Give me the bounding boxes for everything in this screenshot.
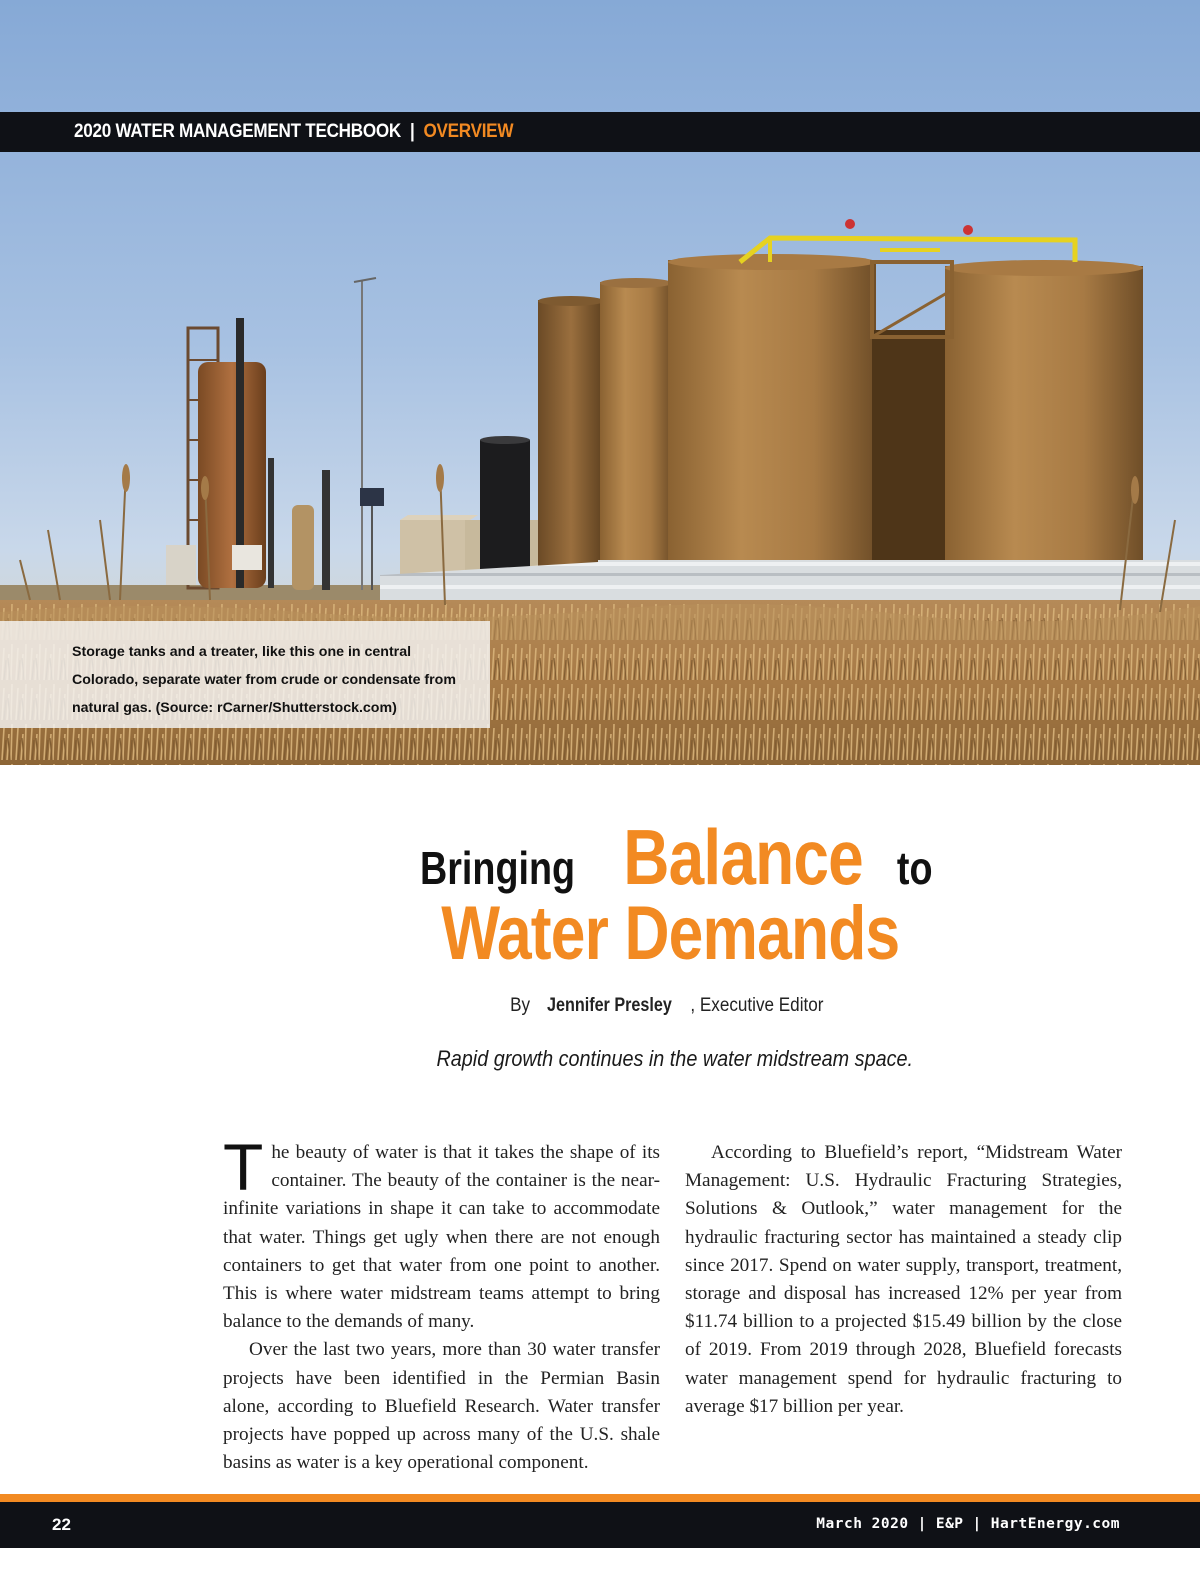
footer-publication: E&P	[935, 1516, 964, 1532]
paragraph-1	[223, 1130, 660, 1336]
body-column-right	[685, 1139, 1122, 1421]
footer-date: March 2020	[816, 1516, 909, 1532]
photo-caption: Storage tanks and a treater, like this one in central Colorado, separate water from crude or condensate from natural gas. (Source: rCarner/Shutterstock.com)	[72, 644, 456, 716]
body-column-left	[223, 1130, 660, 1477]
footer-publication-info	[816, 1516, 1120, 1532]
paragraph-3: According to Bluefield’s report, “Midstream Water Management: U.S. Hydraulic Fracturing Strategies, Solutions & Outlook,” water management for the hydraulic fracturing sector has maintained a steady clip since 2017. Spend on water supply, transport, treatment, storage and disposal has increased 12% per year from $11.74 billion to a projected $15.49 billion by the close of 2019. From 2019 through 2028, Bluefield forecasts water management spend for hydraulic fracturing to average $17 billion per year.	[685, 1142, 1122, 1417]
article-deck	[370, 1046, 980, 1072]
techbook-title: 2020 WATER MANAGEMENT TECHBOOK	[74, 121, 401, 142]
hero-photo	[0, 0, 1200, 765]
paragraph-2: Over the last two years, more than 30 water transfer projects have been identified in the Permian Basin alone, according to Bluefield Research. Water transfer projects have popped up across many of the U.S. shale basins as water is a key operational component.	[223, 1339, 660, 1474]
footer-separator: |	[917, 1516, 927, 1532]
title-water-demands: Water Demands	[440, 891, 900, 976]
title-word-to: to	[897, 842, 933, 894]
title-line-2	[330, 890, 1010, 977]
page-footer	[0, 1502, 1200, 1548]
page-number: 22	[52, 1515, 71, 1534]
section-label: OVERVIEW	[423, 121, 514, 142]
byline	[420, 995, 920, 1017]
author-name: Jennifer Presley	[547, 995, 673, 1016]
author-role: , Executive Editor	[690, 995, 824, 1016]
drop-cap: T	[223, 1130, 264, 1204]
paragraph-1-text: he beauty of water is that it takes the shape of its container. The beauty of the container is the near-infinite variations in shape it can take to accommodate that water. Things get ugly when there are not enough containers to get that water from one point to another. This is where water midstream teams attempt to bring balance to the demands of many.	[223, 1142, 660, 1333]
footer-website: HartEnergy.com	[990, 1516, 1120, 1532]
footer-separator: |	[972, 1516, 982, 1532]
header-separator: |	[409, 121, 415, 142]
footer-rule	[0, 1494, 1200, 1502]
section-header	[0, 112, 1200, 152]
deck-text: Rapid growth continues in the water midstream space.	[436, 1046, 914, 1071]
title-word-balance: Balance	[623, 813, 863, 901]
section-header-text	[74, 121, 513, 143]
title-word-bringing: Bringing	[420, 842, 576, 894]
byline-prefix: By	[510, 995, 531, 1016]
photo-caption-box	[0, 621, 490, 728]
